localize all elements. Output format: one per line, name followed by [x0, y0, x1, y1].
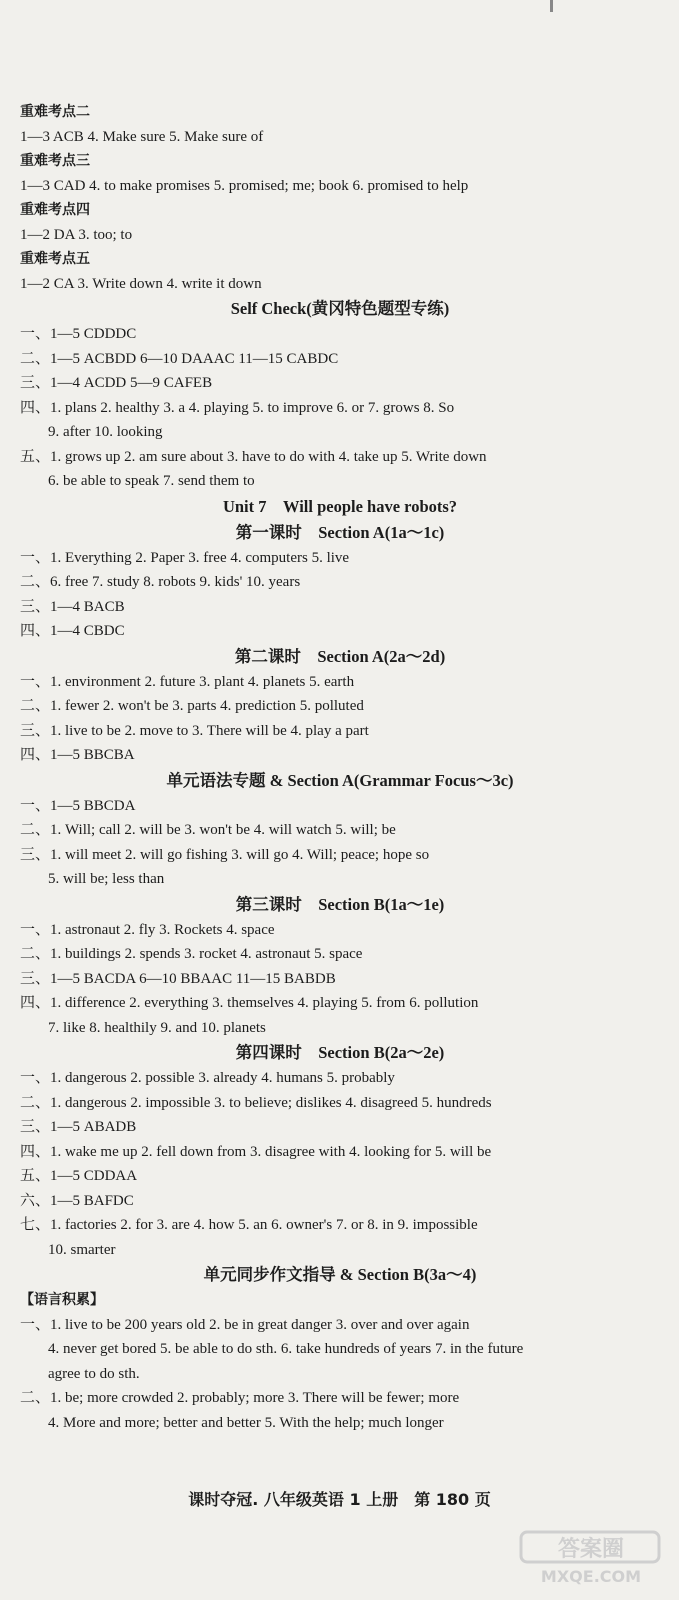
svg-text:答案圈: 答案圈 [557, 1537, 625, 1562]
answer-line: 四、1—4 CBDC [20, 623, 125, 639]
section-heading: 第一课时 Section A(1a～1c) [235, 522, 445, 542]
answer-line: 二、1. dangerous 2. impossible 3. to believe; dislikes 4. disagreed 5. hundreds [20, 1094, 492, 1111]
answer-line: agree to do sth. [48, 1365, 140, 1382]
section-heading: Unit 7 Will people have robots? [222, 496, 458, 516]
answer-line: 一、1. Everything 2. Paper 3. free 4. computers 5. live [20, 549, 350, 566]
section-heading: 单元同步作文指导 & Section B(3a～4) [203, 1265, 477, 1284]
answer-line: 二、1—5 ACBDD 6—10 DAAAC 11—15 CABDC [20, 350, 339, 367]
subsection-heading: 重难考点二 [20, 104, 90, 120]
section-heading: 单元语法专题 & Section A(Grammar Focus～3c) [166, 770, 514, 790]
answer-line: 三、1—5 ABADB [20, 1119, 137, 1135]
section-heading: 第四课时 Section B(2a～2e) [235, 1043, 445, 1062]
answer-block [20, 100, 660, 1435]
answer-line: 三、1—4 BACB [20, 598, 125, 615]
answer-line: 二、1. be; more crowded 2. probably; more 3. There will be fewer; more [20, 1390, 460, 1406]
answer-line: 三、1. will meet 2. will go fishing 3. will go 4. Will; peace; hope so [20, 846, 430, 863]
answer-line: 7. like 8. healthily 9. and 10. planets [48, 1019, 266, 1036]
answer-line: 七、1. factories 2. for 3. are 4. how 5. an 6. owner's 7. or 8. in 9. impossible [20, 1217, 478, 1233]
subsection-heading: 重难考点五 [20, 251, 90, 267]
section-heading: Self Check(黄冈特色题型专练) [230, 299, 450, 318]
answer-line: 一、1. astronaut 2. fly 3. Rockets 4. space [20, 921, 275, 938]
answer-line: 1—2 CA 3. Write down 4. write it down [20, 275, 262, 292]
subsection-heading: 重难考点三 [20, 153, 90, 169]
section-heading: 第三课时 Section B(1a～1e) [235, 894, 445, 914]
answer-line: 一、1—5 BBCDA [20, 797, 136, 814]
edge-mark [550, 0, 553, 12]
answer-line: 三、1—4 ACDD 5—9 CAFEB [20, 375, 213, 391]
answer-line: 4. More and more; better and better 5. With the help; much longer [48, 1414, 444, 1431]
watermark-logo [517, 1526, 667, 1586]
subsection-heading: 重难考点四 [20, 202, 90, 218]
answer-line: 二、1. Will; call 2. will be 3. won't be 4. will watch 5. will; be [20, 822, 396, 838]
answer-line: 四、1. difference 2. everything 3. themselves 4. playing 5. from 6. pollution [20, 995, 479, 1011]
svg-text:MXQE.COM: MXQE.COM [540, 1567, 642, 1586]
answer-line: 三、1. live to be 2. move to 3. There will be 4. play a part [20, 722, 369, 739]
answer-line: 二、6. free 7. study 8. robots 9. kids' 10. years [20, 574, 301, 590]
answer-line: 一、1. environment 2. future 3. plant 4. planets 5. earth [20, 673, 355, 690]
answer-line: 六、1—5 BAFDC [20, 1192, 134, 1209]
answer-line: 五、1—5 CDDAA [20, 1168, 138, 1184]
answer-line: 10. smarter [48, 1241, 116, 1258]
answer-line: 4. never get bored 5. be able to do sth. 6. take hundreds of years 7. in the future [48, 1341, 524, 1357]
answer-line: 一、1—5 CDDDC [20, 326, 137, 342]
answer-line: 1—3 CAD 4. to make promises 5. promised; me; book 6. promised to help [20, 177, 469, 194]
answer-line: 五、1. grows up 2. am sure about 3. have to do with 4. take up 5. Write down [20, 448, 487, 465]
answer-line: 1—3 ACB 4. Make sure 5. Make sure of [20, 128, 264, 145]
answer-line: 四、1. wake me up 2. fell down from 3. disagree with 4. looking for 5. will be [20, 1143, 492, 1160]
answer-line: 一、1. live to be 200 years old 2. be in great danger 3. over and over again [20, 1316, 470, 1333]
answer-line: 6. be able to speak 7. send them to [48, 473, 255, 489]
subsection-heading: 【语言积累】 [20, 1292, 104, 1308]
answer-line: 9. after 10. looking [48, 424, 163, 440]
answer-line: 5. will be; less than [48, 871, 165, 887]
answer-line: 四、1. plans 2. healthy 3. a 4. playing 5. to improve 6. or 7. grows 8. So [20, 399, 455, 416]
page-footer: 课时夺冠. 八年级英语 1 上册 第 180 页 [188, 1490, 491, 1509]
answer-line: 1—2 DA 3. too; to [20, 226, 133, 243]
answer-line: 三、1—5 BACDA 6—10 BBAAC 11—15 BABDB [20, 970, 336, 987]
answer-line: 一、1. dangerous 2. possible 3. already 4. humans 5. probably [20, 1070, 395, 1086]
answer-line: 四、1—5 BBCBA [20, 747, 135, 763]
answer-line: 二、1. fewer 2. won't be 3. parts 4. prediction 5. polluted [20, 698, 364, 714]
answer-line: 二、1. buildings 2. spends 3. rocket 4. astronaut 5. space [20, 946, 363, 962]
section-heading: 第二课时 Section A(2a～2d) [234, 646, 446, 666]
